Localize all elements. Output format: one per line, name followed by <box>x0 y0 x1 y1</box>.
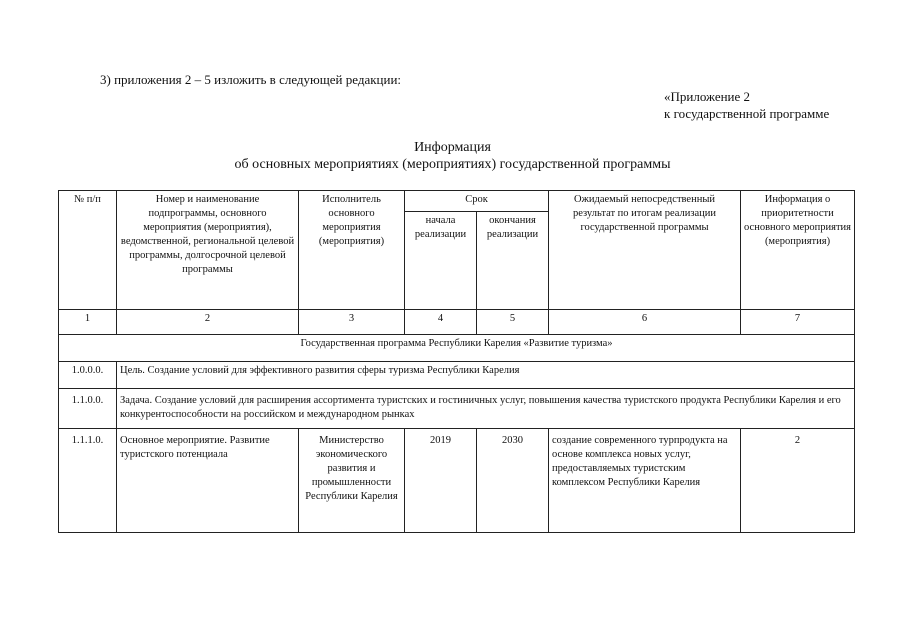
goal-row <box>59 362 855 389</box>
activity-result: создание современного турпродукта на основе комплекса новых услуг, предоставляемых туристским комплексом Республики Карелия <box>549 429 741 533</box>
header-name: Номер и наименование подпрограммы, основного мероприятия (мероприятия), ведомственной, региональной целевой программы, долгосрочной целевой программы <box>117 191 299 310</box>
activity-row <box>59 429 855 533</box>
column-number-cell: 1 <box>59 310 117 335</box>
activities-table <box>58 190 855 533</box>
intro-text: 3) приложения 2 – 5 изложить в следующей редакции: <box>100 72 402 87</box>
header-term-end: окончания реализации <box>477 212 549 310</box>
program-title: Государственная программа Республики Карелия «Развитие туризма» <box>59 335 855 362</box>
activity-name: Основное мероприятие. Развитие туристского потенциала <box>117 429 299 533</box>
column-number-cell: 4 <box>405 310 477 335</box>
goal-code: 1.0.0.0. <box>59 362 117 389</box>
title-line-2: об основных мероприятиях (мероприятиях) государственной программы <box>234 157 671 172</box>
column-number-cell: 7 <box>741 310 855 335</box>
goal-text: Цель. Создание условий для эффективного развития сферы туризма Республики Карелия <box>117 362 855 389</box>
activity-code: 1.1.1.0. <box>59 429 117 533</box>
header-row <box>59 191 855 212</box>
header-priority: Информация о приоритетности основного мероприятия (мероприятия) <box>741 191 855 310</box>
appendix-line-1: «Приложение 2 <box>664 89 751 104</box>
header-executor: Исполнитель основного мероприятия (мероприятия) <box>299 191 405 310</box>
task-text: Задача. Создание условий для расширения ассортимента туристских и гостиничных услуг, повышения качества туристского продукта Республики Карелия и его конкурентоспособности на российском и международном рынках <box>117 389 855 429</box>
column-number-cell: 5 <box>477 310 549 335</box>
header-term: Срок <box>405 191 549 212</box>
header-number: № п/п <box>59 191 117 310</box>
activity-end-year: 2030 <box>477 429 549 533</box>
task-row <box>59 389 855 429</box>
column-number-cell: 6 <box>549 310 741 335</box>
activity-start-year: 2019 <box>405 429 477 533</box>
task-code: 1.1.0.0. <box>59 389 117 429</box>
header-result: Ожидаемый непосредственный результат по итогам реализации государственной программы <box>549 191 741 310</box>
document-title <box>0 139 905 173</box>
appendix-line-2: к государственной программе <box>664 106 830 121</box>
header-term-start: начала реализации <box>405 212 477 310</box>
activity-executor: Министерство экономического развития и промышленности Республики Карелия <box>299 429 405 533</box>
column-number-cell: 3 <box>299 310 405 335</box>
column-number-cell: 2 <box>117 310 299 335</box>
column-numbers-row <box>59 310 855 335</box>
activity-priority: 2 <box>741 429 855 533</box>
program-row <box>59 335 855 362</box>
title-line-1: Информация <box>414 140 491 155</box>
appendix-reference <box>664 88 829 122</box>
